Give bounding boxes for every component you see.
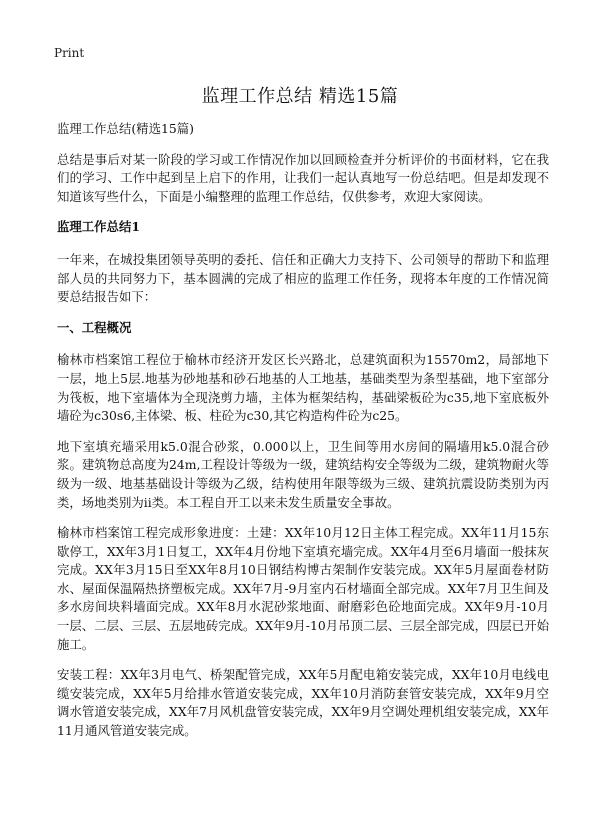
body-paragraph: 榆林市档案馆工程完成形象进度：土建：XX年10月12日主体工程完成。XX年11月15东歇停工，XX年3月1日复工，XX年4月份地下室填充墙完成。XX年4月至6月墙面一般抹灰完成。XX年3月15日至XX年8月10日钢结构博古架制作安装完成。XX年5月屋面卷材防水、屋面保温隔热挤塑板完成。XX年7月-9月室内石材墙面全部完成。XX年7月卫生间及多水房间块料墙面完成。XX年8月水泥砂浆地面、耐磨彩色砼地面完成。XX年9月-10月一层、二层、三层、五层地砖完成。XX年9月-10月吊顶二层、三层全部完成，四层已开始施工。 bbox=[57, 525, 549, 652]
print-link[interactable]: Print bbox=[54, 46, 85, 60]
document-body bbox=[57, 120, 549, 753]
part-heading: 一、工程概况 bbox=[57, 319, 132, 335]
page-title: 监理工作总结 精选15篇 bbox=[201, 86, 399, 107]
section-intro-paragraph: 一年来，在城投集团领导英明的委托、信任和正确大力支持下、公司领导的帮助下和监理部人员的共同努力下，基本圆满的完成了相应的监理工作任务，现将本年度的工作情况简要总结报告如下： bbox=[57, 251, 549, 305]
body-paragraph: 榆林市档案馆工程位于榆林市经济开发区长兴路北，总建筑面积为15570m2，局部地下一层，地上5层.地基为砂地基和砂石地基的人工地基，基础类型为条型基础，地下室部分为筏板，地下室墙体为全现浇剪力墙，主体为框架结构，基础梁板砼为c35,地下室底板外墙砼为c30s6,主体梁、板、柱砼为c30,其它构造构件砼为c25。 bbox=[57, 352, 549, 424]
document-subtitle: 监理工作总结(精选15篇) bbox=[57, 121, 194, 136]
intro-paragraph: 总结是事后对某一阶段的学习或工作情况作加以回顾检查并分析评价的书面材料，它在我们的学习、工作中起到呈上启下的作用，让我们一起认真地写一份总结吧。但是却发现不知道该写些什么，下面是小编整理的监理工作总结，仅供参考，欢迎大家阅读。 bbox=[57, 151, 549, 204]
section-heading: 监理工作总结1 bbox=[57, 219, 140, 235]
body-paragraph: 安装工程：XX年3月电气、桥架配管完成，XX年5月配电箱安装完成，XX年10月电线电缆安装完成，XX年5月给排水管道安装完成，XX年10月消防套管安装完成，XX年9月空调水管道安装完成，XX年7月风机盘管安装完成，XX年9月空调处理机组安装完成，XX年11月通风管道安装完成。 bbox=[57, 667, 549, 739]
body-paragraph: 地下室填充墙采用k5.0混合砂浆，0.000以上，卫生间等用水房间的隔墙用k5.0混合砂浆。建筑物总高度为24m,工程设计等级为一级，建筑结构安全等级为二级，建筑物耐火等级为一级、地基基础设计等级为乙级，结构使用年限等级为三级、建筑抗震设防类别为丙类，场地类别为ii类。本工程自开工以来未发生质量安全事故。 bbox=[57, 438, 549, 510]
